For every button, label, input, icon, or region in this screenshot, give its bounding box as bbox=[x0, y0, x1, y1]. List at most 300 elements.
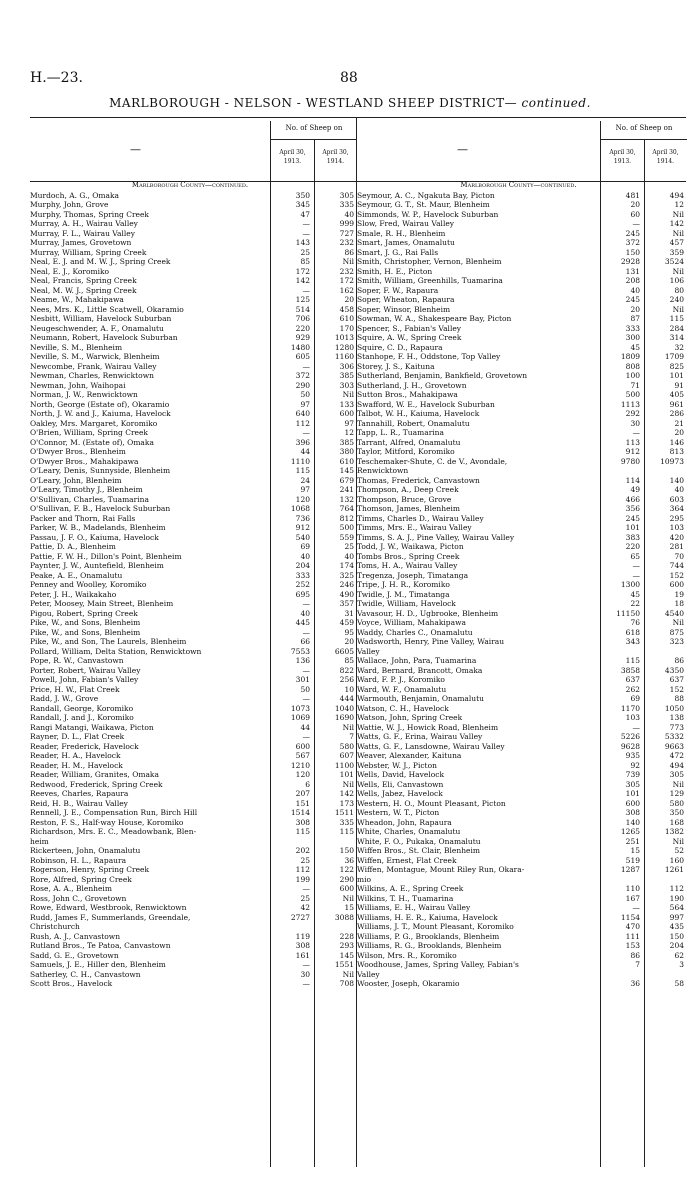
table-row bbox=[357, 637, 686, 647]
sheep-1914: Nil bbox=[342, 390, 354, 399]
table-row bbox=[30, 542, 356, 552]
table-row bbox=[30, 191, 356, 201]
table-row bbox=[30, 400, 356, 410]
sheep-1913: 76 bbox=[630, 618, 640, 627]
sheep-1913: 308 bbox=[295, 817, 310, 827]
owner-name: Timms, Mrs. E., Wairau Valley bbox=[357, 523, 472, 532]
sheep-1913: 929 bbox=[295, 333, 310, 342]
table-row bbox=[357, 656, 686, 666]
sheep-1914: 21 bbox=[674, 418, 684, 428]
right-table-body bbox=[357, 181, 686, 989]
table-row bbox=[30, 276, 356, 286]
owner-name: Soper, Winsor, Blenheim bbox=[357, 304, 451, 314]
owner-name: Williams, P. G., Brooklands, Blenheim bbox=[357, 931, 500, 941]
table-row bbox=[30, 305, 356, 315]
table-row bbox=[30, 675, 356, 685]
sheep-1913: 120 bbox=[295, 494, 310, 504]
table-row bbox=[357, 675, 686, 685]
table-row bbox=[30, 210, 356, 220]
sheep-1914: 559 bbox=[339, 532, 354, 542]
sheep-1913: 2928 bbox=[620, 257, 640, 266]
table-row bbox=[357, 761, 686, 771]
sheep-1913: 20 bbox=[630, 304, 640, 314]
table-row bbox=[30, 514, 356, 524]
table-row bbox=[357, 799, 686, 809]
sheep-1914: 999 bbox=[339, 219, 354, 228]
owner-name: Sutherland, Benjamin, Bankfield, Grovetown bbox=[357, 371, 528, 380]
sheep-1913: 25 bbox=[300, 247, 310, 257]
sheep-1913: 167 bbox=[625, 893, 640, 903]
owner-name: Smart, J. G., Rai Falls bbox=[357, 247, 439, 257]
table-row bbox=[357, 599, 686, 609]
owner-name: Murray, William, Spring Creek bbox=[30, 247, 147, 257]
sheep-1913: 199 bbox=[295, 874, 310, 884]
sheep-1913: 605 bbox=[295, 352, 310, 361]
owner-name: Neal, M. W. J., Spring Creek bbox=[30, 285, 137, 295]
sheep-1913: 7553 bbox=[290, 646, 310, 656]
table-row bbox=[357, 238, 686, 248]
table-row bbox=[357, 333, 686, 343]
table-row bbox=[30, 751, 356, 761]
sheep-1913: — bbox=[302, 665, 310, 675]
owner-name: mio bbox=[357, 874, 372, 884]
sheep-1913: 383 bbox=[625, 532, 640, 542]
sheep-1913: 695 bbox=[295, 589, 310, 599]
table-row bbox=[30, 552, 356, 562]
sheep-1914: 85 bbox=[344, 656, 354, 665]
sheep-1913: 251 bbox=[625, 836, 640, 846]
sheep-1914: Nil bbox=[672, 209, 684, 219]
owner-name: Watts, G. F., Erina, Wairau Valley bbox=[357, 732, 483, 741]
sheep-1913: 120 bbox=[295, 770, 310, 779]
table-row bbox=[357, 466, 686, 476]
sheep-1914: 325 bbox=[339, 570, 354, 580]
sheep-1913: 40 bbox=[300, 551, 310, 561]
sheep-1914: 1013 bbox=[334, 333, 354, 342]
sheep-1914: 284 bbox=[669, 323, 684, 333]
owner-name: Thompson, A., Deep Creek bbox=[357, 485, 459, 494]
sheep-1913: 1300 bbox=[620, 580, 640, 589]
owner-name: Neville, S. M., Blenheim bbox=[30, 342, 123, 352]
table-row bbox=[357, 267, 686, 277]
table-row bbox=[357, 400, 686, 410]
owner-name: Newman, Charles, Renwicktown bbox=[30, 371, 154, 380]
table-row bbox=[357, 751, 686, 761]
owner-name: Pike, W., and Son, The Laurels, Blenheim bbox=[30, 637, 187, 646]
sheep-1914: 727 bbox=[339, 228, 354, 238]
owner-name: Neal, E. J., Koromiko bbox=[30, 266, 110, 276]
sheep-1913: 150 bbox=[625, 247, 640, 257]
owner-name: Watts, G. F., Lansdowne, Wairau Valley bbox=[357, 741, 505, 751]
owner-name: Weaver, Alexander, Kaituna bbox=[357, 751, 462, 760]
sheep-1914: 12 bbox=[344, 428, 354, 437]
table-row bbox=[357, 504, 686, 514]
sheep-1914: 20 bbox=[674, 428, 684, 437]
owner-name: Parker, W. B., Madelands, Blenheim bbox=[30, 523, 166, 532]
sheep-1914: 459 bbox=[339, 618, 354, 627]
sheep-1913: — bbox=[302, 428, 310, 437]
sheep-1913: 356 bbox=[625, 504, 640, 513]
owner-name: Wilkins, A. E., Spring Creek bbox=[357, 884, 464, 893]
sheep-1913: — bbox=[632, 903, 640, 912]
owner-name: Ward, Bernard, Brancott, Omaka bbox=[357, 665, 483, 675]
sheep-1913: 9780 bbox=[620, 456, 640, 466]
sheep-1914: 295 bbox=[669, 513, 684, 523]
sheep-1913: 396 bbox=[295, 437, 310, 447]
table-row bbox=[30, 713, 356, 723]
sheep-1913: 245 bbox=[625, 295, 640, 304]
sheep-1913: 71 bbox=[630, 380, 640, 390]
owner-name: Peake, A. E., Onamalutu bbox=[30, 570, 123, 580]
sheep-1913: — bbox=[302, 627, 310, 637]
table-row bbox=[357, 343, 686, 353]
owner-name: Wells, Eli, Canvastown bbox=[357, 779, 444, 789]
owner-name: Woodhouse, James, Spring Valley, Fabian's bbox=[357, 960, 519, 969]
table-row bbox=[30, 979, 356, 989]
table-row bbox=[30, 599, 356, 609]
sheep-1913: 103 bbox=[625, 713, 640, 722]
sheep-1913: — bbox=[632, 219, 640, 228]
sheep-1914: 232 bbox=[339, 238, 354, 247]
table-row bbox=[30, 609, 356, 619]
page-title bbox=[0, 96, 700, 110]
sheep-1914: 256 bbox=[339, 675, 354, 684]
sheep-1914: 115 bbox=[339, 827, 354, 836]
owner-name: Randall, George, Koromiko bbox=[30, 703, 134, 713]
sheep-1914: Nil bbox=[342, 722, 354, 732]
sheep-1913: 481 bbox=[625, 190, 640, 200]
table-row bbox=[357, 913, 686, 923]
sheep-1914: 1551 bbox=[334, 960, 354, 969]
sheep-1913: 220 bbox=[295, 323, 310, 333]
table-row bbox=[30, 476, 356, 486]
owner-name: Pollard, William, Delta Station, Renwicktown bbox=[30, 646, 202, 656]
year-1914-header: April 30, 1914. bbox=[314, 140, 356, 181]
sheep-1913: 912 bbox=[295, 523, 310, 532]
sheep-1913: 140 bbox=[625, 817, 640, 827]
owner-name: Smith, Christopher, Vernon, Blenheim bbox=[357, 257, 502, 266]
sheep-1914: 1511 bbox=[334, 808, 354, 817]
sheep-1914: 70 bbox=[674, 551, 684, 561]
table-row bbox=[357, 628, 686, 638]
table-row bbox=[357, 713, 686, 723]
sheep-1914: 290 bbox=[339, 874, 354, 884]
sheep-1914: 385 bbox=[339, 437, 354, 447]
sheep-1914: 600 bbox=[339, 884, 354, 893]
sheep-1914: 458 bbox=[339, 304, 354, 314]
sheep-1913: 1287 bbox=[620, 865, 640, 874]
sheep-1913: 245 bbox=[625, 513, 640, 523]
document-reference: H.—23. bbox=[30, 70, 83, 86]
table-row bbox=[30, 846, 356, 856]
table-row bbox=[30, 837, 356, 847]
owner-name: Renwicktown bbox=[357, 466, 409, 475]
sheep-1914: 564 bbox=[669, 903, 684, 912]
owner-name: Peter, Moosey, Main Street, Blenheim bbox=[30, 599, 174, 608]
owner-name: Vavasour, H. D., Ugbrooke, Blenheim bbox=[357, 608, 499, 618]
table-row bbox=[357, 191, 686, 201]
sheep-1913: 111 bbox=[625, 931, 640, 941]
owner-name: Wooster, Joseph, Okaramio bbox=[357, 979, 460, 988]
sheep-1914: 20 bbox=[344, 637, 354, 646]
table-row bbox=[357, 571, 686, 581]
sheep-1914: 305 bbox=[339, 190, 354, 200]
table-row bbox=[30, 865, 356, 875]
sheep-1914: 744 bbox=[669, 561, 684, 570]
owner-name: Rennell, J. E., Compensation Run, Birch Hill bbox=[30, 808, 198, 817]
table-row bbox=[357, 875, 686, 885]
sheep-1913: 143 bbox=[295, 238, 310, 247]
table-row bbox=[30, 894, 356, 904]
sheep-1914: 385 bbox=[339, 371, 354, 380]
table-row bbox=[357, 229, 686, 239]
owner-name: Ward, F. P. J., Koromiko bbox=[357, 675, 445, 684]
sheep-1914: Nil bbox=[342, 893, 354, 903]
right-column bbox=[357, 117, 686, 1167]
owner-name: Todd, J. W., Waikawa, Picton bbox=[357, 542, 464, 551]
sheep-1914: 168 bbox=[669, 817, 684, 827]
sheep-1914: 97 bbox=[344, 418, 354, 428]
sheep-1913: 25 bbox=[300, 855, 310, 865]
owner-name: Taylor, Mitford, Koromiko bbox=[357, 447, 455, 456]
sheep-1914: 314 bbox=[669, 333, 684, 342]
sheep-1913: 333 bbox=[625, 323, 640, 333]
sheep-1914: 86 bbox=[674, 656, 684, 665]
table-row bbox=[357, 495, 686, 505]
sheep-1913: 110 bbox=[625, 884, 640, 893]
sheep-1914: 305 bbox=[669, 770, 684, 779]
sheep-1914: 172 bbox=[339, 276, 354, 285]
owner-name: Rose, A. A., Blenheim bbox=[30, 884, 112, 893]
sheep-1913: 25 bbox=[300, 893, 310, 903]
sheep-1913: — bbox=[302, 884, 310, 893]
sheep-1913: 44 bbox=[300, 722, 310, 732]
table-row bbox=[357, 694, 686, 704]
sheep-1914: 364 bbox=[669, 504, 684, 513]
table-row bbox=[30, 637, 356, 647]
owner-name: Tannahill, Robert, Onamalutu bbox=[357, 418, 470, 428]
sheep-1914: 170 bbox=[339, 323, 354, 333]
sheep-1914: 610 bbox=[339, 456, 354, 466]
sheep-1914: 18 bbox=[674, 599, 684, 608]
owner-name: Stanhope, F. H., Oddstone, Top Valley bbox=[357, 352, 501, 361]
sheep-1913: 92 bbox=[630, 760, 640, 770]
sheep-1913: 2727 bbox=[290, 912, 310, 922]
table-row bbox=[30, 884, 356, 894]
sheep-1914: 1160 bbox=[334, 352, 354, 361]
sheep-1913: 739 bbox=[625, 770, 640, 779]
sheep-1913: 1113 bbox=[620, 399, 640, 409]
table-row bbox=[30, 485, 356, 495]
table-row bbox=[357, 485, 686, 495]
sheep-1914: 306 bbox=[339, 361, 354, 371]
owner-name: Smith, William, Greenhills, Tuamarina bbox=[357, 276, 503, 285]
sheep-1914: 129 bbox=[669, 789, 684, 798]
table-row bbox=[357, 305, 686, 315]
sheep-count-header: No. of Sheep on bbox=[270, 121, 357, 140]
owner-name: Rickerteen, John, Onamalutu bbox=[30, 846, 141, 855]
sheep-count-header: No. of Sheep on bbox=[600, 121, 687, 140]
sheep-1914: 875 bbox=[669, 627, 684, 637]
table-row bbox=[357, 979, 686, 989]
table-row bbox=[357, 447, 686, 457]
sheep-1914: 335 bbox=[339, 200, 354, 209]
owner-name: Swafford, W. E., Havelock Suburban bbox=[357, 399, 495, 409]
owner-name: Samuels, J. E., Hiller den, Blenheim bbox=[30, 960, 166, 969]
table-row bbox=[357, 552, 686, 562]
sheep-1913: 86 bbox=[630, 950, 640, 960]
owner-name: Soper, Wheaton, Rapaura bbox=[357, 295, 455, 304]
sheep-1913: — bbox=[632, 428, 640, 437]
name-column-header: — bbox=[457, 143, 468, 156]
table-row bbox=[30, 314, 356, 324]
year-1913-header: April 30, 1913. bbox=[600, 140, 644, 181]
sheep-1913: 136 bbox=[295, 656, 310, 665]
owner-name: Storey, J. S., Kaituna bbox=[357, 361, 435, 371]
owner-name: Smith, H. E., Picton bbox=[357, 266, 433, 276]
sheep-1914: 88 bbox=[674, 694, 684, 703]
left-table-body bbox=[30, 181, 356, 989]
sheep-1913: 637 bbox=[625, 675, 640, 684]
table-row bbox=[30, 770, 356, 780]
sheep-1914: 142 bbox=[669, 219, 684, 228]
owner-name: Murphy, John, Grove bbox=[30, 200, 109, 209]
page-number: 88 bbox=[340, 70, 358, 86]
owner-name: Passau, J. F. O., Kaiuma, Havelock bbox=[30, 532, 159, 542]
table-row bbox=[30, 618, 356, 628]
sheep-1913: 1073 bbox=[290, 703, 310, 713]
sheep-1913: — bbox=[302, 599, 310, 608]
sheep-1914: 25 bbox=[344, 542, 354, 551]
owner-name: Neville, S. M., Warwick, Blenheim bbox=[30, 352, 160, 361]
sheep-1914: 240 bbox=[669, 295, 684, 304]
owner-name: Wiffen, Ernest, Flat Creek bbox=[357, 855, 457, 865]
sheep-1914: 281 bbox=[669, 542, 684, 551]
sheep-1913: 1514 bbox=[290, 808, 310, 817]
table-row bbox=[30, 457, 356, 467]
owner-name: North, George (Estate of), Okaramio bbox=[30, 399, 170, 409]
owner-name: Reader, Frederick, Havelock bbox=[30, 741, 139, 751]
table-row bbox=[30, 571, 356, 581]
sheep-1914: 122 bbox=[339, 865, 354, 874]
owner-name: Christchurch bbox=[30, 922, 80, 931]
owner-name: Murray, F. L., Wairau Valley bbox=[30, 228, 135, 238]
owner-name: Toms, H. A., Wairau Valley bbox=[357, 561, 458, 570]
sheep-1914: Nil bbox=[342, 969, 354, 979]
sheep-1913: 600 bbox=[625, 798, 640, 808]
owner-name: Sutherland, J. H., Grovetown bbox=[357, 380, 467, 390]
table-row bbox=[357, 742, 686, 752]
sheep-1913: 44 bbox=[300, 447, 310, 456]
table-row bbox=[357, 257, 686, 267]
sheep-1914: Nil bbox=[342, 257, 354, 266]
sheep-1913: 912 bbox=[625, 447, 640, 456]
sheep-1913: 808 bbox=[625, 361, 640, 371]
sheep-1913: 66 bbox=[300, 637, 310, 646]
owner-name: Pattie, F. W. H., Dillon's Point, Blenheim bbox=[30, 551, 182, 561]
sheep-1914: 580 bbox=[339, 741, 354, 751]
table-row bbox=[30, 409, 356, 419]
owner-name: Rogerson, Henry, Spring Creek bbox=[30, 865, 150, 874]
owner-name: Radd, J. W., Grove bbox=[30, 694, 99, 703]
owner-name: Watson, C. H., Havelock bbox=[357, 703, 449, 713]
owner-name: Porter, Robert, Wairau Valley bbox=[30, 665, 141, 675]
table-row bbox=[357, 827, 686, 837]
owner-name: Penney and Woolley, Koromiko bbox=[30, 580, 147, 589]
owner-name: Talbot, W. H., Kaiuma, Havelock bbox=[357, 409, 480, 418]
owner-name: Murphy, Thomas, Spring Creek bbox=[30, 209, 149, 219]
owner-name: Wadsworth, Henry, Pine Valley, Wairau bbox=[357, 637, 505, 646]
sheep-1914: 813 bbox=[669, 447, 684, 456]
owner-name: O'Sullivan, Charles, Tuamarina bbox=[30, 494, 149, 504]
table-row bbox=[30, 827, 356, 837]
table-row bbox=[357, 248, 686, 258]
owner-name: Simmonds, W. P., Havelock Suburban bbox=[357, 209, 499, 219]
sheep-1913: 172 bbox=[295, 266, 310, 276]
section-heading bbox=[357, 181, 686, 191]
owner-name: Wilkins, T. H., Tuamarina bbox=[357, 893, 454, 903]
table-row bbox=[30, 932, 356, 942]
sheep-1913: 350 bbox=[295, 190, 310, 200]
owner-name: Rayner, D. L., Flat Creek bbox=[30, 732, 125, 741]
table-row bbox=[30, 913, 356, 923]
table-row bbox=[357, 903, 686, 913]
sheep-1914: 1382 bbox=[664, 827, 684, 836]
table-row bbox=[357, 295, 686, 305]
sheep-1914: 62 bbox=[674, 950, 684, 960]
table-row bbox=[357, 352, 686, 362]
table-row bbox=[30, 495, 356, 505]
table-row bbox=[30, 561, 356, 571]
sheep-1914: Nil bbox=[672, 836, 684, 846]
sheep-1914: 140 bbox=[669, 475, 684, 485]
owner-name: Robinson, H. L., Rapaura bbox=[30, 855, 127, 865]
sheep-1914: 420 bbox=[669, 532, 684, 542]
owner-name: Reader, H. A., Havelock bbox=[30, 751, 121, 760]
sheep-1913: 204 bbox=[295, 561, 310, 570]
owner-name: Twidle, William, Havelock bbox=[357, 599, 456, 608]
left-column-header bbox=[30, 117, 356, 182]
table-row bbox=[357, 732, 686, 742]
sheep-1914: 31 bbox=[344, 608, 354, 618]
sheep-1913: 87 bbox=[630, 314, 640, 323]
table-row bbox=[357, 476, 686, 486]
sheep-1914: 133 bbox=[339, 399, 354, 409]
sheep-1913: 112 bbox=[295, 418, 310, 428]
table-row bbox=[357, 618, 686, 628]
sheep-1913: 935 bbox=[625, 751, 640, 760]
sheep-1914: 58 bbox=[674, 979, 684, 988]
sheep-1914: Nil bbox=[672, 266, 684, 276]
table-row bbox=[30, 723, 356, 733]
sheep-1914: 4350 bbox=[664, 665, 684, 675]
table-row bbox=[30, 267, 356, 277]
sheep-1913: — bbox=[302, 361, 310, 371]
sheep-1914: 10 bbox=[344, 684, 354, 694]
table-row bbox=[30, 428, 356, 438]
owner-name: Satherley, C. H., Canvastown bbox=[30, 969, 141, 979]
sheep-1914: 112 bbox=[669, 884, 684, 893]
owner-name: Powell, John, Fabian's Valley bbox=[30, 675, 139, 684]
sheep-1914: 457 bbox=[669, 238, 684, 247]
sheep-1913: 333 bbox=[295, 570, 310, 580]
sheep-1913: 567 bbox=[295, 751, 310, 760]
owner-name: Waddy, Charles C., Onamalutu bbox=[357, 627, 473, 637]
owner-name: Williams, R. G., Brooklands, Blenheim bbox=[357, 941, 502, 950]
table-row bbox=[30, 732, 356, 742]
owner-name: O'Leary, John, Blenheim bbox=[30, 475, 122, 485]
sheep-1913: 9628 bbox=[620, 741, 640, 751]
